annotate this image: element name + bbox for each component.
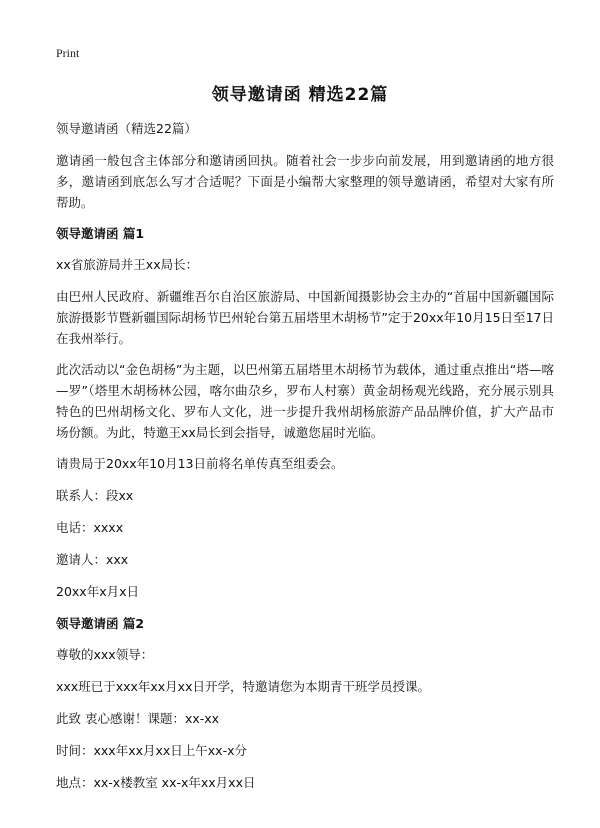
paragraph-fax: 请贵局于20xx年10月13日前将名单传真至组委会。 (56, 456, 344, 471)
paragraph-theme: 此次活动以“金色胡杨”为主题，以巴州第五届塔里木胡杨节为载体，通过重点推出“塔—喀—罗”（塔里木胡杨林公园，喀尔曲尕乡，罗布人村寨）黄金胡杨观光线路，充分展示别具特色的巴州胡杨文化、罗布人文化，进一步提升我州胡杨旅游产品品牌价值，扩大产品市场份额。为此，特邀王xx局长到会指导，诚邀您届时光临。 (56, 362, 554, 440)
document-body (56, 118, 554, 804)
phone-number: 电话：xxxx (56, 520, 124, 535)
page-title: 领导邀请函 精选22篇 (211, 85, 389, 105)
intro-paragraph: 邀请函一般包含主体部分和邀请函回执。随着社会一步步向前发展，用到邀请函的地方很多，邀请函到底怎么写才合适呢？下面是小编帮大家整理的领导邀请函，希望对大家有所帮助。 (56, 153, 554, 210)
closing-line: 此致 衷心感谢！课题：xx-xx (56, 711, 220, 726)
time-line: 时间：xxx年xx月xx日上午xx-x分 (56, 743, 247, 758)
letter-date: 20xx年x月x日 (56, 584, 139, 599)
section-heading-1: 领导邀请函 篇1 (56, 226, 145, 241)
section-heading-2: 领导邀请函 篇2 (56, 616, 145, 631)
contact-person: 联系人：段xx (56, 488, 134, 503)
document-subtitle: 领导邀请函（精选22篇） (56, 121, 197, 136)
inviter: 邀请人：xxx (56, 552, 129, 567)
salutation-1: xx省旅游局并王xx局长： (56, 257, 199, 272)
paragraph-event: 由巴州人民政府、新疆维吾尔自治区旅游局、中国新闻摄影协会主办的“首届中国新疆国际旅游摄影节暨新疆国际胡杨节巴州轮台第五届塔里木胡杨节”定于20xx年10月15日至17日在我州举行。 (56, 289, 554, 346)
salutation-2: 尊敬的xxx领导： (56, 647, 154, 662)
paragraph-course: xxx班已于xxx年xx月xx日开学，特邀请您为本期青干班学员授课。 (56, 679, 430, 694)
print-label[interactable]: Print (56, 46, 80, 60)
location-line: 地点：xx-x楼教室 xx-x年xx月xx日 (56, 775, 256, 790)
